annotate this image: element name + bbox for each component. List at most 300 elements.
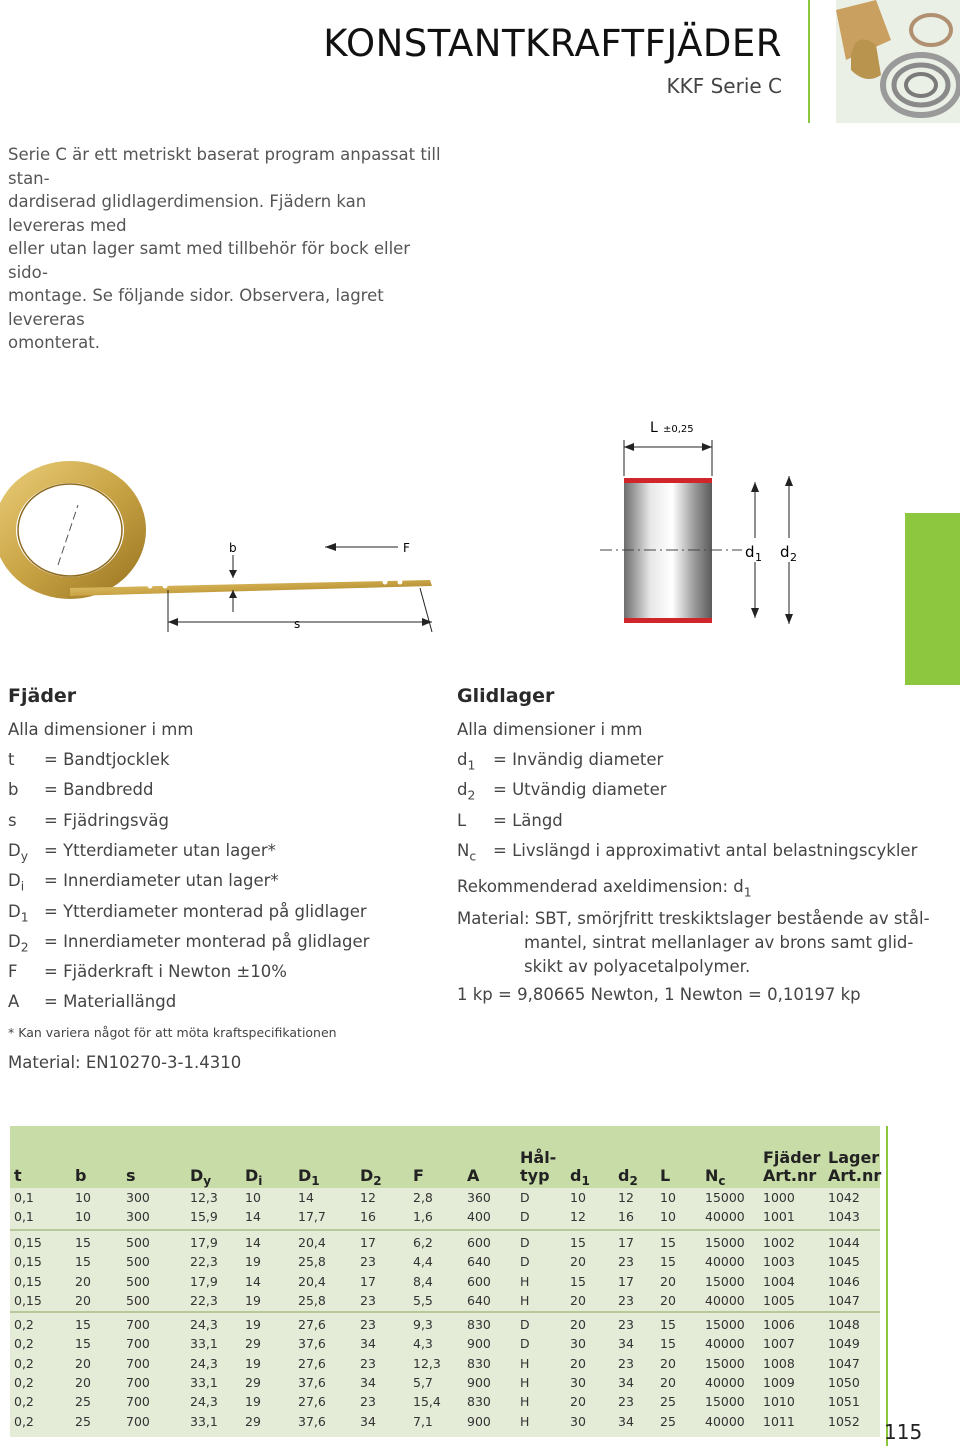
table-cell: 29 (245, 1413, 261, 1429)
table-cell: 22,3 (190, 1292, 218, 1308)
table-cell: 20 (660, 1273, 676, 1289)
table-cell: 830 (467, 1355, 491, 1371)
table-header (126, 1166, 136, 1185)
table-cell: 17,7 (298, 1209, 326, 1225)
table-cell: 1008 (763, 1355, 795, 1371)
table-cell: 23 (360, 1292, 376, 1308)
table-cell: 16 (360, 1209, 376, 1225)
definition-text: = Utvändig diameter (493, 780, 667, 800)
bearing-definition-row (457, 780, 667, 802)
table-cell: 15 (75, 1254, 91, 1270)
spring-coil-drawing (5, 472, 432, 596)
table-cell: 24,3 (190, 1317, 218, 1332)
axle-text: Rekommenderad axeldimension: d (457, 877, 744, 896)
spring-definition-row (8, 902, 367, 924)
table-cell: 15000 (705, 1394, 745, 1410)
table-cell: 1000 (763, 1190, 795, 1205)
table-cell: 0,2 (14, 1336, 34, 1352)
table-cell: 1,6 (413, 1209, 433, 1225)
table-cell: 1050 (828, 1374, 860, 1390)
table-cell: 14 (245, 1273, 261, 1289)
table-cell: 0,2 (14, 1317, 34, 1332)
table-cell: 20 (570, 1254, 586, 1270)
table-cell: 1048 (828, 1317, 860, 1332)
table-cell: 33,1 (190, 1336, 218, 1352)
table-cell: 700 (126, 1317, 150, 1332)
table-header-label: s (126, 1166, 136, 1185)
definition-subscript: 1 (467, 758, 476, 773)
table-cell: 19 (245, 1254, 261, 1270)
definition-symbol: D (8, 871, 21, 891)
table-cell: 22,3 (190, 1254, 218, 1270)
definition-text: = Materiallängd (44, 992, 177, 1012)
definition-symbol: L (457, 810, 467, 830)
table-header-sub: y (203, 1174, 212, 1189)
table-cell: 1043 (828, 1209, 860, 1225)
table-cell: 30 (570, 1336, 586, 1352)
table-cell: 19 (245, 1292, 261, 1308)
table-header-label: d (618, 1166, 630, 1185)
spring-definition-row (8, 871, 279, 893)
table-header-label: A (467, 1166, 480, 1185)
table-cell: 10 (75, 1190, 91, 1205)
table-cell: 34 (618, 1374, 634, 1390)
table-cell: 19 (245, 1355, 261, 1371)
table-cell: 20 (75, 1374, 91, 1390)
table-cell: 600 (467, 1235, 491, 1250)
table-cell: 40000 (705, 1292, 745, 1308)
table-header-sub: 2 (629, 1174, 638, 1189)
definition-symbol: D (8, 840, 21, 860)
table-cell: 1010 (763, 1394, 795, 1410)
table-cell: 1051 (828, 1394, 860, 1410)
table-cell: 700 (126, 1336, 150, 1352)
table-cell: 33,1 (190, 1413, 218, 1429)
table-cell: 12 (360, 1190, 376, 1205)
spring-definition-row (8, 780, 153, 799)
table-header-label: F (413, 1166, 424, 1185)
table-header (245, 1166, 262, 1188)
table-cell: 40000 (705, 1209, 745, 1225)
table-cell: 1006 (763, 1317, 795, 1332)
definition-symbol: D (8, 931, 21, 951)
table-cell: 27,6 (298, 1394, 326, 1410)
table-cell: 10 (660, 1209, 676, 1225)
table-cell: 23 (618, 1394, 634, 1410)
table-cell: 25,8 (298, 1254, 326, 1270)
label-L: L (650, 420, 658, 436)
label-d2: d (780, 543, 790, 561)
table-cell: 34 (360, 1374, 376, 1390)
table-cell: 14 (245, 1235, 261, 1250)
table-cell: 9,3 (413, 1317, 433, 1332)
table-header-label: L (660, 1166, 671, 1185)
table-cell: 37,6 (298, 1336, 326, 1352)
spring-definition-row (8, 932, 369, 954)
table-cell: 20 (570, 1317, 586, 1332)
table-header-label: N (705, 1166, 719, 1185)
table-cell: 19 (245, 1317, 261, 1332)
table-cell: 1001 (763, 1209, 795, 1225)
table-cell: 25 (660, 1413, 676, 1429)
label-s: s (294, 617, 301, 631)
table-cell: 15000 (705, 1317, 745, 1332)
table-header (75, 1166, 86, 1185)
definition-symbol: N (457, 840, 470, 860)
page-title: KONSTANTKRAFTFJÄDER (323, 22, 782, 65)
table-cell: D (520, 1235, 530, 1250)
table-cell: 17 (360, 1235, 376, 1250)
bearing-section-title: Glidlager (457, 685, 555, 707)
definition-subscript: i (20, 879, 25, 894)
table-cell: 1052 (828, 1413, 860, 1429)
page-subtitle: KKF Serie C (666, 74, 782, 98)
bearing-units: Alla dimensioner i mm (457, 720, 643, 739)
table-cell: 15000 (705, 1190, 745, 1205)
table-cell: 15000 (705, 1235, 745, 1250)
table-cell: 25,8 (298, 1292, 326, 1308)
table-cell: 17 (360, 1273, 376, 1289)
definition-text: = Innerdiameter utan lager* (44, 871, 279, 891)
bearing-material-line: mantel, sintrat mellanlager av brons samt glid- (524, 933, 914, 952)
table-cell: 1009 (763, 1374, 795, 1390)
table-cell: 700 (126, 1355, 150, 1371)
table-header (520, 1166, 550, 1185)
table-header (705, 1166, 726, 1188)
bearing-material-line: skikt av polyacetalpolymer. (524, 957, 751, 976)
definition-symbol: s (8, 810, 17, 830)
spring-definition-row (8, 841, 276, 863)
definition-subscript: 1 (20, 909, 29, 924)
table-cell: 360 (467, 1190, 491, 1205)
table-cell: 400 (467, 1209, 491, 1225)
table-header-bg (10, 1126, 880, 1190)
table-cell: 23 (360, 1355, 376, 1371)
table-cell: H (520, 1374, 530, 1390)
table-cell: 0,1 (14, 1190, 34, 1205)
table-cell: 4,3 (413, 1336, 433, 1352)
label-b: b (229, 541, 237, 555)
spring-definition-row (8, 811, 169, 830)
table-cell: 0,1 (14, 1209, 34, 1225)
bearing-material (457, 907, 930, 979)
table-header-sub: c (718, 1174, 726, 1189)
definition-symbol-wrap (8, 871, 44, 893)
label-d2-sub: 2 (790, 551, 797, 564)
table-cell: 0,15 (14, 1235, 42, 1250)
table-header (467, 1166, 479, 1185)
table-header-label: D (190, 1166, 204, 1185)
table-cell: 10 (75, 1209, 91, 1225)
table-cell: 5,5 (413, 1292, 433, 1308)
table-cell: 500 (126, 1254, 150, 1270)
table-cell: 20 (570, 1355, 586, 1371)
table-cell: 1049 (828, 1336, 860, 1352)
table-cell: H (520, 1292, 530, 1308)
header-divider (808, 0, 810, 123)
spring-section-title: Fjäder (8, 685, 77, 707)
spring-definition-row (8, 992, 176, 1011)
definition-text: = Fjädringsväg (44, 810, 169, 830)
definition-text: = Livslängd i approximativt antal belastningscykler (493, 840, 918, 860)
table-cell: 15 (660, 1235, 676, 1250)
table-header (14, 1166, 22, 1185)
table-cell: 17,9 (190, 1235, 218, 1250)
table-cell: 600 (467, 1273, 491, 1289)
table-cell: H (520, 1273, 530, 1289)
product-photo (836, 0, 960, 123)
table-header-label: Art.nr (763, 1166, 817, 1185)
table-cell: 15000 (705, 1273, 745, 1289)
table-cell: 40000 (705, 1336, 745, 1352)
spring-units: Alla dimensioner i mm (8, 720, 194, 739)
definition-text: = Ytterdiameter utan lager* (44, 840, 276, 860)
table-header (660, 1166, 670, 1185)
definition-symbol-wrap (8, 841, 44, 863)
label-F: F (403, 541, 410, 555)
table-cell: 15000 (705, 1355, 745, 1371)
table-cell: 14 (298, 1190, 314, 1205)
definition-symbol: t (8, 750, 15, 769)
table-cell: 640 (467, 1254, 491, 1270)
table-group-separator (10, 1229, 880, 1231)
table-cell: 34 (618, 1336, 634, 1352)
table-cell: 7,1 (413, 1413, 433, 1429)
intro-line: montage. Se följande sidor. Observera, lagret levereras (8, 286, 384, 329)
table-cell: 12 (570, 1209, 586, 1225)
table-cell: 12,3 (190, 1190, 218, 1205)
table-cell: 14 (245, 1209, 261, 1225)
table-header (618, 1166, 638, 1188)
table-cell: 24,3 (190, 1394, 218, 1410)
definition-symbol: D (8, 901, 21, 921)
table-cell: H (520, 1413, 530, 1429)
table-cell: 700 (126, 1413, 150, 1429)
definition-text: = Fjäderkraft i Newton ±10% (44, 962, 287, 982)
table-header-top: Hål- (520, 1148, 557, 1167)
axle-recommendation (457, 877, 752, 899)
definition-subscript: y (20, 849, 29, 864)
table-cell: 29 (245, 1374, 261, 1390)
table-cell: 1045 (828, 1254, 860, 1270)
table-cell: 15 (660, 1336, 676, 1352)
table-cell: 300 (126, 1190, 150, 1205)
table-cell: 10 (245, 1190, 261, 1205)
table-cell: 17,9 (190, 1273, 218, 1289)
table-cell: 15 (570, 1235, 586, 1250)
table-cell: 23 (618, 1254, 634, 1270)
table-header-top: Fjäder (763, 1148, 821, 1167)
definition-symbol-wrap (457, 811, 493, 830)
table-cell: 700 (126, 1394, 150, 1410)
table-cell: H (520, 1394, 530, 1410)
table-cell: 0,15 (14, 1292, 42, 1308)
definition-subscript: 2 (20, 940, 29, 955)
table-cell: 40000 (705, 1413, 745, 1429)
table-cell: 12 (618, 1190, 634, 1205)
table-cell: 23 (360, 1394, 376, 1410)
table-cell: 500 (126, 1235, 150, 1250)
definition-text: = Bandtjocklek (44, 750, 170, 769)
table-header-label: Art.nr (828, 1166, 882, 1185)
table-cell: D (520, 1317, 530, 1332)
table-header-top: Lager (828, 1148, 880, 1167)
technical-diagram (0, 400, 900, 680)
table-cell: 23 (360, 1317, 376, 1332)
intro-line: Serie C är ett metriskt baserat program anpassat till stan- (8, 145, 441, 188)
table-cell: 900 (467, 1413, 491, 1429)
table-header-sub: i (258, 1174, 263, 1189)
table-cell: 0,15 (14, 1254, 42, 1270)
table-cell: 40000 (705, 1374, 745, 1390)
table-cell: 15,4 (413, 1394, 441, 1410)
intro-line: omonterat. (8, 333, 100, 352)
table-cell: 1044 (828, 1235, 860, 1250)
table-cell: 6,2 (413, 1235, 433, 1250)
table-header-label: D (360, 1166, 374, 1185)
definition-symbol-wrap (457, 780, 493, 802)
table-cell: 30 (570, 1413, 586, 1429)
table-header-sub: 2 (373, 1174, 382, 1189)
definition-symbol-wrap (8, 932, 44, 954)
label-L-tolerance: ±0,25 (663, 424, 694, 435)
table-cell: 23 (618, 1355, 634, 1371)
definition-text: = Längd (493, 810, 563, 830)
table-cell: 20 (75, 1292, 91, 1308)
table-cell: 20 (660, 1355, 676, 1371)
table-cell: 34 (360, 1336, 376, 1352)
definition-symbol: A (8, 992, 20, 1012)
definition-symbol: F (8, 962, 18, 982)
table-cell: D (520, 1209, 530, 1225)
definition-text: = Invändig diameter (493, 750, 664, 769)
table-cell: 37,6 (298, 1413, 326, 1429)
table-cell: 20 (75, 1355, 91, 1371)
unit-conversion: 1 kp = 9,80665 Newton, 1 Newton = 0,10197 kp (457, 985, 861, 1004)
table-cell: 1047 (828, 1355, 860, 1371)
table-cell: 700 (126, 1374, 150, 1390)
table-cell: 1002 (763, 1235, 795, 1250)
table-cell: 15 (660, 1317, 676, 1332)
spring-material: Material: EN10270-3-1.4310 (8, 1053, 242, 1072)
table-cell: 1046 (828, 1273, 860, 1289)
table-cell: 1042 (828, 1190, 860, 1205)
spring-definition-row (8, 750, 170, 769)
table-cell: 1004 (763, 1273, 795, 1289)
table-cell: 15 (75, 1317, 91, 1332)
table-cell: 0,2 (14, 1355, 34, 1371)
table-header-label: D (245, 1166, 259, 1185)
table-cell: 900 (467, 1336, 491, 1352)
table-cell: 30 (570, 1374, 586, 1390)
table-header-label: typ (520, 1166, 550, 1185)
table-cell: 12,3 (413, 1355, 441, 1371)
table-header (763, 1166, 816, 1185)
table-cell: 40000 (705, 1254, 745, 1270)
table-header-label: b (75, 1166, 87, 1185)
table-header (413, 1166, 424, 1185)
table-cell: 300 (126, 1209, 150, 1225)
table-cell: 34 (618, 1413, 634, 1429)
table-group-separator (10, 1311, 880, 1313)
table-cell: D (520, 1336, 530, 1352)
table-header (828, 1166, 881, 1185)
definition-symbol-wrap (8, 902, 44, 924)
table-cell: 0,2 (14, 1394, 34, 1410)
table-cell: 19 (245, 1394, 261, 1410)
table-cell: D (520, 1190, 530, 1205)
table-cell: 25 (75, 1394, 91, 1410)
table-header-sub: 1 (311, 1174, 320, 1189)
table-cell: 20 (660, 1292, 676, 1308)
table-header-label: D (298, 1166, 312, 1185)
table-cell: 830 (467, 1317, 491, 1332)
table-header (360, 1166, 382, 1188)
table-cell: 1005 (763, 1292, 795, 1308)
page-number-divider (886, 1126, 888, 1446)
intro-line: dardiserad glidlagerdimension. Fjädern kan levereras med (8, 192, 367, 235)
spring-footnote: * Kan variera något för att möta kraftspecifikationen (8, 1025, 337, 1040)
table-cell: 25 (660, 1394, 676, 1410)
table-cell: 15,9 (190, 1209, 218, 1225)
table-cell: 20 (660, 1374, 676, 1390)
table-cell: 27,6 (298, 1355, 326, 1371)
bearing-definition-row (457, 811, 563, 830)
table-cell: 10 (660, 1190, 676, 1205)
definition-text: = Ytterdiameter monterad på glidlager (44, 901, 367, 921)
table-cell: 15 (660, 1254, 676, 1270)
table-cell: 1047 (828, 1292, 860, 1308)
bearing-material-line: Material: SBT, smörjfritt treskiktslager bestående av stål- (457, 909, 930, 928)
table-cell: 17 (618, 1273, 634, 1289)
definition-symbol: d (457, 750, 468, 769)
table-cell: 500 (126, 1273, 150, 1289)
table-cell: H (520, 1355, 530, 1371)
definition-symbol: d (457, 780, 468, 800)
table-cell: 15 (75, 1336, 91, 1352)
table-header-label: t (14, 1166, 22, 1185)
table-cell: 20,4 (298, 1273, 326, 1289)
table-cell: 27,6 (298, 1317, 326, 1332)
table-cell: 1007 (763, 1336, 795, 1352)
table-cell: 15 (75, 1235, 91, 1250)
bearing-definition-row (457, 841, 917, 863)
table-cell: 24,3 (190, 1355, 218, 1371)
intro-line: eller utan lager samt med tillbehör för bock eller sido- (8, 239, 411, 282)
axle-sub: 1 (743, 885, 752, 900)
table-cell: 8,4 (413, 1273, 433, 1289)
table-header (190, 1166, 211, 1188)
table-cell: 20 (570, 1394, 586, 1410)
table-cell: 1011 (763, 1413, 795, 1429)
table-cell: 500 (126, 1292, 150, 1308)
table-cell: 23 (618, 1317, 634, 1332)
table-header-label: d (570, 1166, 582, 1185)
table-cell: 20 (75, 1273, 91, 1289)
table-cell: 15 (570, 1273, 586, 1289)
table-cell: 0,2 (14, 1374, 34, 1390)
table-cell: D (520, 1254, 530, 1270)
table-cell: 830 (467, 1394, 491, 1410)
bearing-definition-row (457, 750, 663, 772)
table-cell: 17 (618, 1235, 634, 1250)
table-cell: 900 (467, 1374, 491, 1390)
definition-text: = Bandbredd (44, 780, 154, 800)
table-cell: 5,7 (413, 1374, 433, 1390)
definition-subscript: c (469, 849, 477, 864)
table-cell: 4,4 (413, 1254, 433, 1270)
page-number: 115 (884, 1420, 923, 1444)
